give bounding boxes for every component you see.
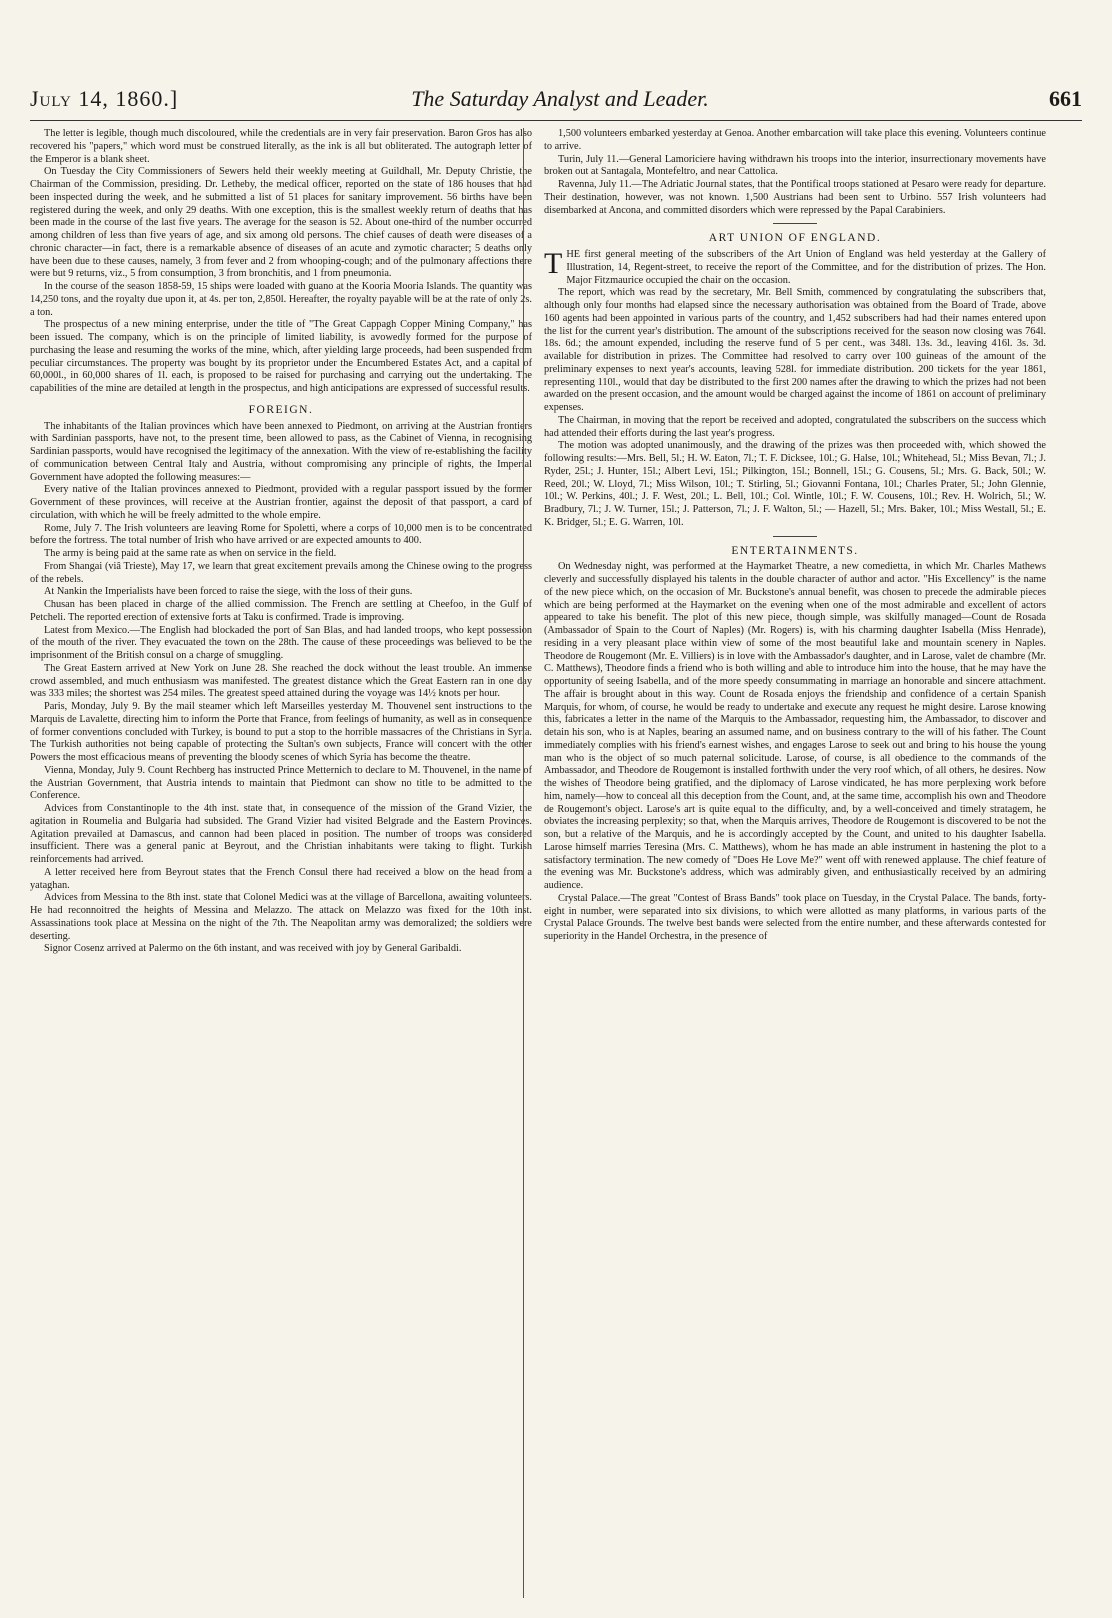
article-paragraph: The prospectus of a new mining enterprise, under the title of "The Great Cappagh Copper Mining Company," has been issued. The company, which is on the principle of limited liability, is avowedly formed for the purpose of purchasing the lease and resuming the works of the mine, which, after yielding large proceeds, had been suspended from peculiar circumstances. The property was bought by its proprietor under the Encumbered Estates Act, and a capital of 60,000l., in 60,000 shares of 1l. each, is proposed to be raised for purchasing and carrying out the undertaking. The capabilities of the mine are detailed at length in the prospectus, and high anticipations are expressed of successful results. — [30, 319, 532, 394]
article-paragraph: The report, which was read by the secretary, Mr. Bell Smith, commenced by congratulating the subscribers that, although only four months had elapsed since the necessary authorisation was obtained from the Board of Trade, above 160 agents had been appointed in various parts of the country, and 1,452 subscribers had had their names entered upon the list for the current year's distribution. The amount of the subscriptions received for the season now closing was 764l. 18s. 6d.; the amount expended, including the reserve fund of 5 per cent., was 348l. 13s. 3d., leaving 416l. 3s. 3d. available for distribution in prizes. The Committee had resolved to carry over 100 guineas of the amount of the preliminary expenses to next year's accounts, leaving 528l. for immediate distribution. 200 tickets for the year 1861, representing 110l., would that day be distributed to the first 200 names after the drawing to which the prizes had not been awarded on the present occasion, and the amount would be charged against the income of 1861 on account of preliminary expenses. — [544, 287, 1046, 413]
right-intro-paragraphs — [544, 128, 1046, 217]
left-column — [30, 128, 532, 1598]
article-paragraph: Rome, July 7. The Irish volunteers are leaving Rome for Spoletti, where a corps of 10,000 men is to be concentrated before the fortress. The total number of Irish who have arrived or are expected amounts to 400. — [30, 522, 532, 547]
page-header — [30, 80, 1082, 116]
article-paragraph: Advices from Messina to the 8th inst. state that Colonel Medici was at the village of Barcellona, awaiting volunteers. He had reconnoitred the heights of Messina and Melazzo. The attack on Melazzo was fixed for the 10th inst. Assassinations took place at Messina on the night of the 7th. The Neapolitan army was demoralized; the soldiers were deserting. — [30, 892, 532, 942]
art-union-first-text: HE first general meeting of the subscribers of the Art Union of England was held yesterday at the Gallery of Illustration, 14, Regent-street, to receive the report of the Committee, and for the distribution of prizes. The Hon. Major Fitzmaurice occupied the chair on the occasion. — [566, 249, 1046, 286]
article-paragraph: Chusan has been placed in charge of the allied commission. The French are settling at Cheefoo, in the Gulf of Petcheli. The reported erection of extensive forts at Taku is confirmed. Trade is improving. — [30, 599, 532, 623]
art-union-first-paragraph — [544, 249, 1046, 287]
article-paragraph: The motion was adopted unanimously, and the drawing of the prizes was then proceeded with, which showed the following results:—Mrs. Bell, 5l.; H. W. Eaton, 7l.; T. F. Dicksee, 10l.; G. Halse, 10l.; Whitehead, 5l.; Miss Bevan, 7l.; J. Ryder, 25l.; J. Hunter, 15l.; Albert Levi, 15l.; Pilkington, 15l.; Bonnell, 15l.; G. Cousens, 5l.; Mrs. G. Back, 50l.; W. Reed, 20l.; W. Lloyd, 7l.; Miss Wilson, 10l.; T. Stirling, 5l.; Giovanni Fontana, 10l.; Charles Prater, 5l.; John Glennie, 10l.; W. Perkins, 40l.; J. F. West, 20l.; L. Bell, 10l.; Col. Wintle, 10l.; F. W. Cousens, 10l.; Rev. H. Wolrich, 5l.; W. Bradbury, 7l.; J. W. Turner, 15l.; J. Patterson, 7l.; J. F. Walton, 5l.; — Hazell, 5l.; Mrs. Baker, 10l.; Miss Westall, 5l.; E. K. Bridger, 5l.; E. G. Warren, 10l. — [544, 440, 1046, 528]
entertainments-paragraphs — [544, 561, 1046, 944]
right-column — [544, 128, 1046, 1598]
foreign-paragraphs — [30, 421, 532, 957]
article-paragraph: Vienna, Monday, July 9. Count Rechberg has instructed Prince Metternich to declare to M. Thouvenel, in the name of the Austrian Government, that Austria intends to maintain that Piedmont can show no title to be admitted to the Conference. — [30, 764, 532, 802]
article-paragraph: Ravenna, July 11.—The Adriatic Journal states, that the Pontifical troops stationed at Pesaro were ready for departure. Their destination, however, was not known. 1,500 Austrians had been sent to Urbino. 557 Irish volunteers had disembarked at Ancona, and committed disorders which were repressed by the Papal Carabiniers. — [544, 179, 1046, 216]
art-union-paragraphs — [544, 287, 1046, 529]
section-separator — [773, 536, 817, 537]
article-paragraph: The inhabitants of the Italian provinces which have been annexed to Piedmont, on arriving at the Austrian frontiers with Sardinian passports, have not, to the present time, been allowed to pass, as the Cabinet of Vienna, in recognising Sardinian passports, would have recognised the legitimacy of the annexation. With the view of re-establishing the facility of communication between Central Italy and Austria, without compromising any principle of rights, the Imperial Government have adopted the following measures:— — [30, 420, 532, 483]
article-paragraph: Paris, Monday, July 9. By the mail steamer which left Marseilles yesterday M. Thouvenel sent instructions to the Marquis de Lavalette, directing him to inform the Porte that France, from feelings of humanity, as well as in consequence of former conventions concluded with Turkey, is bound to put a stop to the horrible massacres of the Christians in Syria. The Turkish authorities not being capable of protecting the Sultan's own subjects, France will concert with the other Powers the most efficacious means of preventing the bloody scenes of which Syria has become the theatre. — [30, 701, 532, 763]
issue-date: July 14, 1860.] — [30, 86, 179, 111]
article-paragraph: Signor Cosenz arrived at Palermo on the 6th instant, and was received with joy by General Garibaldi. — [44, 943, 462, 955]
article-paragraph: Advices from Constantinople to the 4th inst. state that, in consequence of the mission of the Grand Vizier, the agitation in Roumelia and Bulgaria had subsided. The Grand Vizier had visited Belgrade and the Eastern Provinces. Agitation prevailed at Damascus, and cannon had been placed in position. The number of troops was considered insufficient. There was a general panic at Beyrout, and the Christian inhabitants were taking to flight. Turkish reinforcements had arrived. — [30, 803, 532, 865]
article-paragraph: Latest from Mexico.—The English had blockaded the port of San Blas, and had landed troops, who kept possession of the mouth of the river. They evacuated the town on the 28th. The cause of these proceedings was believed to be the imprisonment of the British consul on a charge of smuggling. — [30, 624, 532, 661]
article-paragraph: From Shangai (viâ Trieste), May 17, we learn that great excitement prevails among the Chinese owing to the progress of the rebels. — [30, 560, 532, 585]
entertainments-heading: ENTERTAINMENTS. — [731, 544, 859, 557]
page-number: 661 — [1049, 86, 1082, 111]
column-divider — [523, 128, 524, 1598]
article-paragraph: On Tuesday the City Commissioners of Sewers held their weekly meeting at Guildhall, Mr. Deputy Christie, the Chairman of the Commission, presiding. Dr. Letheby, the medical officer, reported on the state of 186 houses that had been inspected during the week, and he submitted a list of 51 places for sanitary improvement. 56 births have been registered during the week, and only 29 deaths. With one exception, this is the smallest weekly return of deaths that has been made in the course of the last five years. The average for the season is 52. About one-third of the number occurred among children of less than five years of age, and six among old persons. The chief causes of death were diseases of a chronic character—in fact, there is a remarkable absence of diseases of an acute and zymotic character; 5 deaths only have been due to these causes, namely, 3 from fever and 2 from whooping-cough; and of the pulmonary affections there were but 9 returns, viz., 5 from consumption, 3 from bronchitis, and 1 from pneumonia. — [30, 166, 532, 280]
left-intro-paragraphs — [30, 128, 532, 396]
article-paragraph: The Great Eastern arrived at New York on June 28. She reached the dock without the least trouble. An immense crowd assembled, and much enthusiasm was manifested. The greatest distance which the Great Eastern ran in one day was 333 miles; the shortest was 254 miles. The greatest speed attained during the voyage was 14½ knots per hour. — [30, 662, 532, 700]
section-separator — [773, 223, 817, 224]
article-paragraph: Turin, July 11.—General Lamoriciere having withdrawn his troops into the interior, insurrectionary movements have broken out at Santagala, Montefeltro, and near Cattolica. — [544, 153, 1046, 178]
article-paragraph: 1,500 volunteers embarked yesterday at Genoa. Another embarcation will take place this evening. Volunteers continue to arrive. — [544, 128, 1046, 152]
drop-cap: T — [544, 247, 563, 280]
article-paragraph: The Chairman, in moving that the report be received and adopted, congratulated the subscribers on the success which had attended their efforts during the last year's progress. — [544, 414, 1046, 439]
publication-title: The Saturday Analyst and Leader. — [411, 86, 709, 111]
article-paragraph: The army is being paid at the same rate as when on service in the field. — [44, 548, 337, 559]
foreign-heading: FOREIGN. — [248, 403, 314, 416]
article-paragraph: Every native of the Italian provinces annexed to Piedmont, provided with a regular passport issued by the former Government of these provinces, will receive at the Austrian frontier, against the deposit of that passport, a card of circulation, with which he will be freely admitted to the whole empire. — [30, 484, 532, 521]
art-union-heading: ART UNION OF ENGLAND. — [708, 232, 882, 245]
article-paragraph: At Nankin the Imperialists have been forced to raise the siege, with the loss of their guns. — [44, 586, 413, 598]
article-paragraph: On Wednesday night, was performed at the Haymarket Theatre, a new comedietta, in which Mr. Charles Mathews cleverly and successfully displayed his talents in the double character of author and actor. "His Excellency" is the name of the new piece which, on the occasion of Mr. Buckstone's annual benefit, was chosen to precede the admirable pieces which are being performed at the Haymarket on the evening when one of the most admirable and excellent of actors appeared to take his benefit. The plot of this new piece, though simple, was skilfully managed—Count de Rosada (Ambassador of Spain to the Court of Naples) (Mr. Rogers) is, with his charming daughter Isabella (Miss Henrade), residing in a very pleasant place within view of some of the most beautiful lake and mountain scenery in Naples. Theodore de Rougemont (Mr. E. Villiers) is in love with the Ambassador's daughter, and in Larose, valet de chambre (Mr. C. Matthews), Theodore finds a friend who is both willing and able to introduce him into the house, that he may have the opportunity of seeing Isabella, and of the more speedy consummating in marriage an honorable and sincere attachment. The affair is brought about in this way. Count de Rosada enjoys the friendship and confidence of a certain Spanish Marquis, for whom, of course, he would be ready to undertake and execute any request he might desire. Larose knowing this, fabricates a letter in the name of the Marquis to the Ambassador, requesting him, the Ambassador, to discover and detain his son, who is at Naples, bearing an assumed name, and on business contrary to the will of his father. The Count immediately complies with his friend's earnest wishes, and engages Larose to seek out and bring to his house the young man who is the object of so much paternal solicitude. Larose, of course, is all obedience to the commands of the Ambassador, and Theodore de Rougemont is installed forthwith under the very roof which, of all others, he desires. Now the wishes of Theodore being gratified, and the diplomacy of Larose vindicated, he has more perplexing work before him, namely—how to conceal all this deception from the Count, and, at the same time, accomplish his own and Theodore de Rougemont's object. Larose's art is quite equal to the difficulty, and, by a well-conceived and timely stratagem, he obviates the increasing perplexity; so that, when the Marquis arrives, Theodore de Rougemont is discovered to be not the son, but a relative of the Marquis, and he is accordingly accepted by the Count, and united to his daughter Isabella. Larose himself marries Teresina (Mrs. C. Matthews), whom he has made an able instrument in hastening the plot to a satisfactory termination. The new comedy of "Does He Love Me?" went off with renewed applause. The chief feature of the evening was Mr. Buckstone's address, which was admirably given, and enthusiastically received by an admiring audience. — [544, 561, 1046, 891]
article-paragraph: The letter is legible, though much discoloured, while the credentials are in very fair preservation. Baron Gros has also recovered his "papers," which word must be construed literally, as the ink is all but obliterated. The autograph letter of the Emperor is a blank sheet. — [30, 128, 532, 165]
article-paragraph: In the course of the season 1858-59, 15 ships were loaded with guano at the Kooria Mooria Islands. The quantity was 14,250 tons, and the royalty due upon it, at 4s. per ton, 2,850l. Hereafter, the royalty payable will be at the rate of only 2s. a ton. — [30, 281, 532, 318]
article-paragraph: A letter received here from Beyrout states that the French Consul there had received a blow on the head from a yataghan. — [30, 866, 532, 891]
article-paragraph: Crystal Palace.—The great "Contest of Brass Bands" took place on Tuesday, in the Crystal Palace. The bands, forty-eight in number, were separated into six divisions, to which were allotted as many platforms, in various parts of the Crystal Palace Grounds. The twelve best bands were selected from the entire number, and these afterwards contested for superiority in the Handel Orchestra, in the presence of — [544, 892, 1046, 942]
header-rule — [30, 120, 1082, 121]
